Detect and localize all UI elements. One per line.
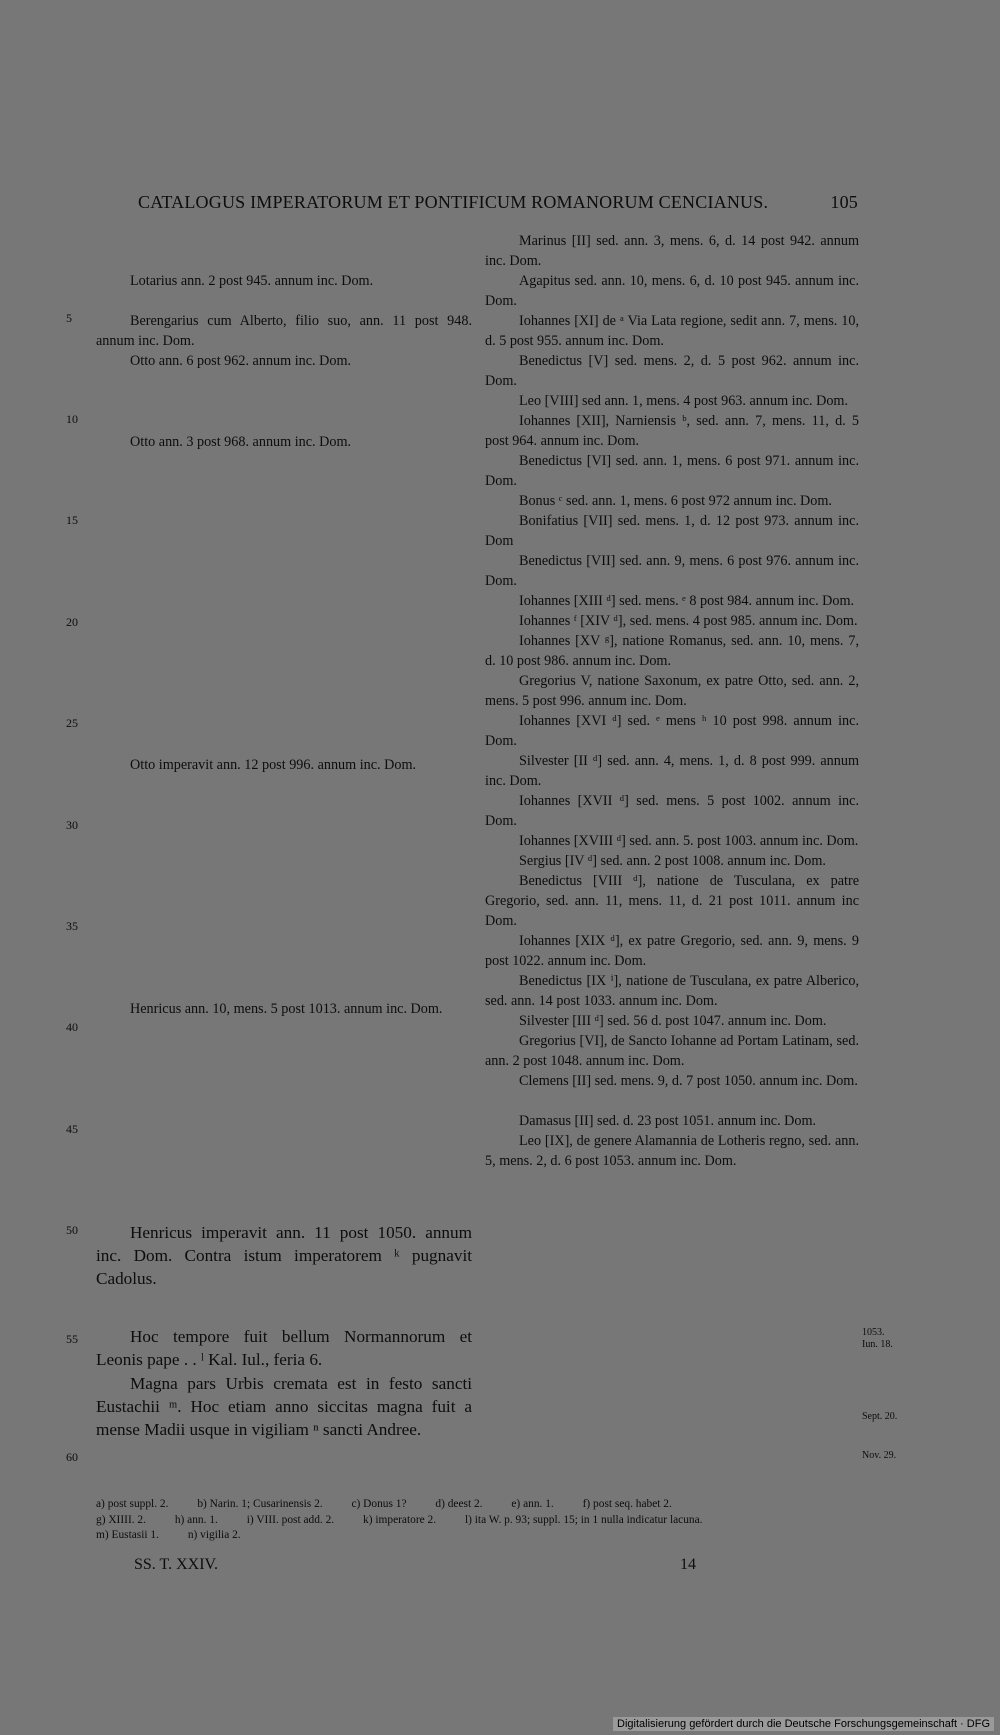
emperor-entry: Otto imperavit ann. 12 post 996. annum inc. Dom.	[130, 757, 417, 773]
pope-entry: Benedictus [IX ⁱ], natione de Tusculana, ex patre Alberico, sed. ann. 14 post 1033. annum inc. Dom.	[485, 973, 859, 1009]
footnote: h) ann. 1.	[174, 1513, 218, 1526]
pope-entry: Gregorius [VI], de Sancto Iohanne ad Portam Latinam, sed. ann. 2 post 1048. annum inc. Dom.	[485, 1033, 859, 1069]
footnote: b) Narin. 1; Cusarinensis 2.	[197, 1498, 323, 1510]
pope-entry: Iohannes [XVIII ᵈ] sed. ann. 5. post 1003. annum inc. Dom.	[519, 833, 859, 849]
footnote: g) XIIII. 2.	[96, 1513, 146, 1526]
emperor-entry: Otto ann. 3 post 968. annum inc. Dom.	[130, 434, 352, 450]
pope-entry: Benedictus [VI] sed. ann. 1, mens. 6 post 971. annum inc. Dom.	[485, 453, 859, 489]
emperor-entry: Henricus ann. 10, mens. 5 post 1013. annum inc. Dom.	[130, 1001, 443, 1017]
pope-entry: Damasus [II] sed. d. 23 post 1051. annum inc. Dom.	[519, 1113, 817, 1129]
pope-entry: Sergius [IV ᵈ] sed. ann. 2 post 1008. annum inc. Dom.	[519, 853, 826, 869]
pope-entry: Iohannes [XIII ᵈ] sed. mens. ᵉ 8 post 984. annum inc. Dom.	[519, 593, 855, 609]
emperor-entry: Berengarius cum Alberto, filio suo, ann. 11 post 948. annum inc. Dom.	[96, 313, 472, 349]
footnotes	[96, 1497, 856, 1544]
line-number: 40	[66, 1020, 78, 1034]
margin-date: Nov. 29.	[862, 1450, 897, 1461]
pope-entry: Benedictus [VII] sed. ann. 9, mens. 6 post 976. annum inc. Dom.	[485, 553, 859, 589]
pope-entry: Iohannes [XII], Narniensis ᵇ, sed. ann. 7, mens. 11, d. 5 post 964. annum inc. Dom.	[485, 413, 859, 449]
digitization-credit: Digitalisierung gefördert durch die Deutsche Forschungsgemeinschaft · DFG	[613, 1717, 994, 1731]
footnote: a) post suppl. 2.	[96, 1498, 169, 1510]
pope-entry: Leo [IX], de genere Alamannia de Lotheris regno, sed. ann. 5, mens. 2, d. 6 post 1053. annum inc. Dom.	[485, 1133, 859, 1169]
popes-column	[485, 231, 859, 1171]
pope-entry: Iohannes ᶠ [XIV ᵈ], sed. mens. 4 post 985. annum inc. Dom.	[519, 613, 858, 629]
footnote: c) Donus 1?	[351, 1498, 407, 1510]
pope-entry: Clemens [II] sed. mens. 9, d. 7 post 1050. annum inc. Dom.	[519, 1073, 858, 1089]
pope-entry: Bonifatius [VII] sed. mens. 1, d. 12 post 973. annum inc. Dom	[485, 513, 859, 549]
chronicle-note: Magna pars Urbis cremata est in festo sancti Eustachii ᵐ. Hoc etiam anno siccitas magna fuit a mense Madii usque in vigiliam ⁿ sancti Andree.	[96, 1374, 472, 1439]
line-number: 20	[66, 615, 78, 629]
line-number: 30	[66, 818, 78, 832]
pope-entry: Benedictus [VIII ᵈ], natione de Tusculana, ex patre Gregorio, sed. ann. 11, mens. 11, d. 21 post 1011. annum inc Dom.	[485, 873, 859, 929]
pope-entry: Silvester [III ᵈ] sed. 56 d. post 1047. annum inc. Dom.	[519, 1013, 827, 1029]
footnote: n) vigilia 2.	[187, 1529, 241, 1541]
sheet-number: 14	[680, 1556, 696, 1573]
pope-entry: Iohannes [XV ᵍ], natione Romanus, sed. ann. 10, mens. 7, d. 10 post 986. annum inc. Dom.	[485, 633, 859, 669]
emperor-entry: Henricus imperavit ann. 11 post 1050. annum inc. Dom. Contra istum imperatorem ᵏ pugnavit Cadolus.	[96, 1223, 472, 1288]
pope-entry: Iohannes [XIX ᵈ], ex patre Gregorio, sed. ann. 9, mens. 9 post 1022. annum inc. Dom.	[485, 933, 859, 969]
chronicle-note: Hoc tempore fuit bellum Normannorum et Leonis pape . . ˡ Kal. Iul., feria 6.	[96, 1327, 472, 1369]
footnote: l) ita W. p. 93; suppl. 15; in 1 nulla indicatur lacuna.	[464, 1513, 703, 1526]
emperor-entry: Lotarius ann. 2 post 945. annum inc. Dom.	[130, 273, 374, 289]
line-number: 45	[66, 1122, 78, 1136]
footnote: i) VIII. post add. 2.	[246, 1513, 335, 1526]
pope-entry: Iohannes [XVI ᵈ] sed. ᵉ mens ʰ 10 post 998. annum inc. Dom.	[485, 713, 859, 749]
margin-date: Sept. 20.	[862, 1411, 898, 1422]
page-number: 105	[830, 192, 858, 212]
pope-entry: Silvester [II ᵈ] sed. ann. 4, mens. 1, d. 8 post 999. annum inc. Dom.	[485, 753, 859, 789]
pope-entry: Iohannes [XI] de ᵃ Via Lata regione, sedit ann. 7, mens. 10, d. 5 post 955. annum inc. Dom.	[485, 313, 859, 349]
pope-entry: Agapitus sed. ann. 10, mens. 6, d. 10 post 945. annum inc. Dom.	[485, 273, 859, 309]
line-number: 5	[66, 311, 72, 325]
pope-entry: Marinus [II] sed. ann. 3, mens. 6, d. 14 post 942. annum inc. Dom.	[485, 233, 859, 269]
footnote: e) ann. 1.	[511, 1498, 554, 1510]
footnote: m) Eustasii 1.	[96, 1529, 159, 1541]
line-number: 10	[66, 412, 78, 426]
line-number: 15	[66, 513, 78, 527]
line-number: 60	[66, 1450, 78, 1464]
line-number: 50	[66, 1223, 78, 1237]
margin-date: 1053.	[862, 1327, 885, 1338]
margin-date: Iun. 18.	[862, 1339, 893, 1350]
emperor-entry: Otto ann. 6 post 962. annum inc. Dom.	[130, 353, 352, 369]
pope-entry: Gregorius V, natione Saxonum, ex patre Otto, sed. ann. 2, mens. 5 post 996. annum inc. Dom.	[485, 673, 859, 709]
pope-entry: Leo [VIII] sed ann. 1, mens. 4 post 963. annum inc. Dom.	[519, 393, 849, 409]
pope-entry: Bonus ᶜ sed. ann. 1, mens. 6 post 972 annum inc. Dom.	[519, 493, 832, 509]
line-number: 55	[66, 1332, 78, 1346]
line-number: 25	[66, 716, 78, 730]
pope-entry: Iohannes [XVII ᵈ] sed. mens. 5 post 1002. annum inc. Dom.	[485, 793, 859, 829]
running-header	[138, 192, 858, 213]
line-number: 35	[66, 919, 78, 933]
footnote: k) imperatore 2.	[363, 1513, 437, 1526]
footnote: f) post seq. habet 2.	[582, 1498, 672, 1510]
header-title: CATALOGUS IMPERATORUM ET PONTIFICUM ROMANORUM CENCIANUS.	[138, 192, 769, 212]
pope-entry: Benedictus [V] sed. mens. 2, d. 5 post 962. annum inc. Dom.	[485, 353, 859, 389]
series-signature: SS. T. XXIV.	[134, 1556, 219, 1573]
footnote: d) deest 2.	[435, 1498, 483, 1510]
